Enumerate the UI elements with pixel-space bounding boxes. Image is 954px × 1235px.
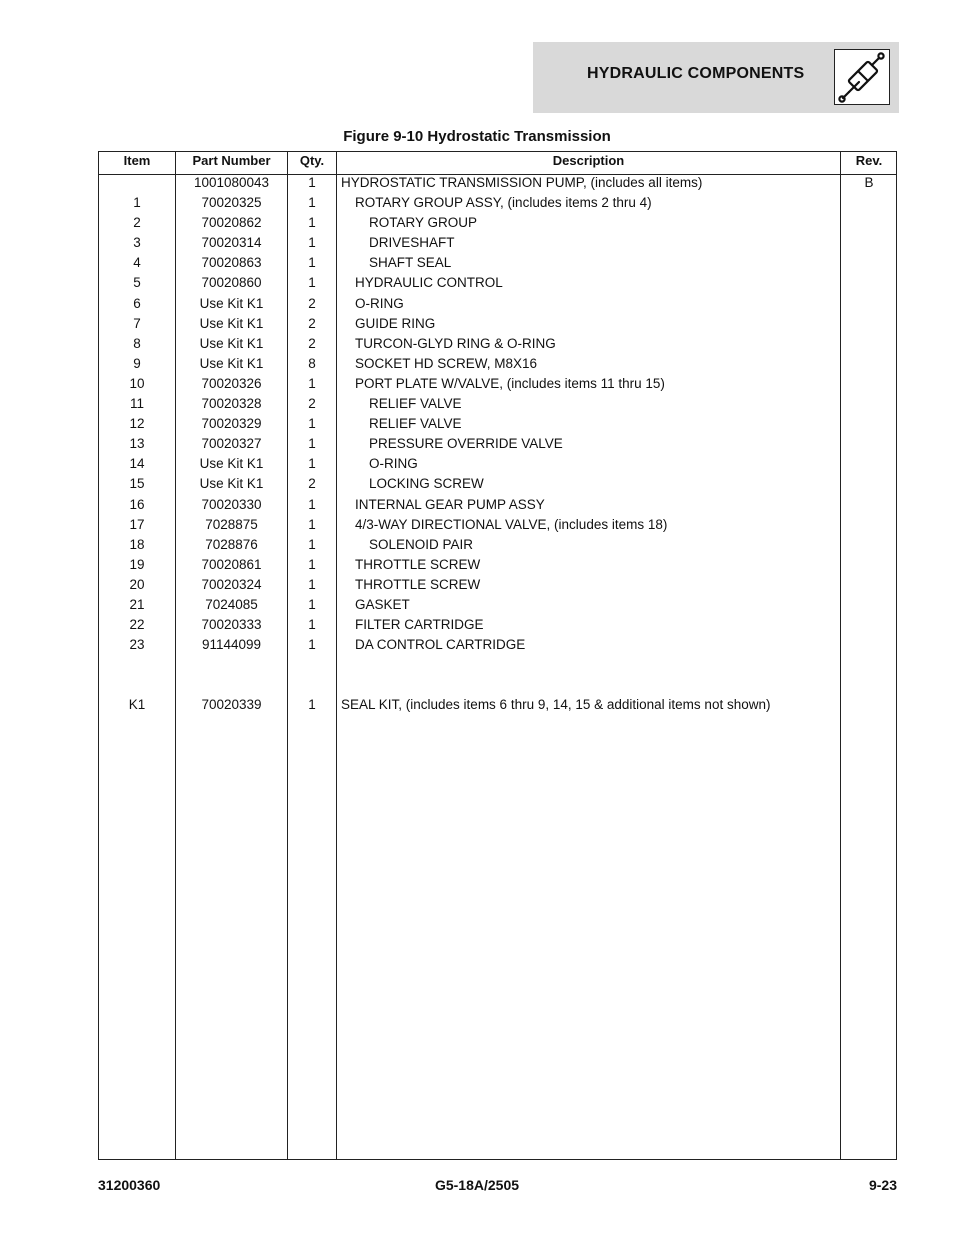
cell-part-number: 70020328 [201,396,262,412]
cell-description: RELIEF VALVE [369,396,462,412]
cell-item: 18 [129,536,145,552]
table-row [99,434,896,454]
table-row [99,615,896,635]
table-row [99,294,896,314]
table-row [99,454,896,474]
cell-item: 19 [129,556,145,572]
cell-part-number: Use Kit K1 [199,315,264,331]
cell-item: 15 [129,476,145,492]
cell-description: SEAL KIT, (includes items 6 thru 9, 14, 15 & additional items not shown) [341,697,771,713]
cell-part-number: Use Kit K1 [199,355,264,371]
cell-description: PORT PLATE W/VALVE, (includes items 11 thru 15) [355,375,665,391]
cell-item: 8 [133,335,141,351]
cell-part-number: 70020329 [201,416,262,432]
cell-description: THROTTLE SCREW [355,576,481,592]
hydraulic-cylinder-icon [834,49,890,105]
table-row [99,414,896,434]
cell-part-number: Use Kit K1 [199,335,264,351]
cell-part-number: 70020330 [201,496,262,512]
cell-qty: 1 [308,576,316,592]
cell-description: THROTTLE SCREW [355,556,481,572]
cell-part-number: Use Kit K1 [199,476,264,492]
cell-part-number: 70020339 [201,697,262,713]
cell-description: LOCKING SCREW [369,476,484,492]
table-row [99,213,896,233]
cell-description: DA CONTROL CARTRIDGE [355,637,526,653]
cell-item: 3 [133,235,141,251]
table-row [99,334,896,354]
cell-qty: 1 [308,496,316,512]
cell-description: RELIEF VALVE [369,416,462,432]
cell-qty: 1 [308,697,316,713]
cell-part-number: 70020327 [201,436,262,452]
table-row [99,495,896,515]
cell-qty: 1 [308,175,316,190]
footer-model: G5-18A/2505 [434,1177,520,1193]
cell-part-number: 70020862 [201,215,262,231]
cell-item: 21 [129,596,145,612]
cell-qty: 2 [308,335,316,351]
cell-part-number: 91144099 [201,637,262,653]
cell-description: SHAFT SEAL [369,255,452,271]
cell-part-number: 70020861 [201,556,262,572]
cell-description: ROTARY GROUP ASSY, (includes items 2 thru 4) [355,195,652,211]
cell-qty: 1 [308,235,316,251]
table-row [99,354,896,374]
cell-description: INTERNAL GEAR PUMP ASSY [355,496,545,512]
table-row [99,253,896,273]
table-row [99,515,896,535]
cell-item: K1 [128,697,146,713]
cell-item: 20 [129,576,145,592]
column-header-rev: Rev. [855,153,883,168]
cell-part-number: 7024085 [205,596,258,612]
column-header-description: Description [552,153,625,168]
cell-qty: 8 [308,355,316,371]
cell-item: 2 [133,215,141,231]
cell-item: 16 [129,496,145,512]
cell-part-number: 70020314 [201,235,262,251]
table-row [99,273,896,293]
cell-item: 4 [133,255,141,271]
table-row [99,474,896,494]
cell-description: ROTARY GROUP [369,215,478,231]
cell-qty: 1 [308,416,316,432]
cell-item: 22 [129,617,145,633]
cell-part-number: 70020863 [201,255,262,271]
cell-description: TURCON-GLYD RING & O-RING [355,335,556,351]
cell-item: 1 [133,195,141,211]
table-row [99,374,896,394]
parts-table [98,151,897,1160]
cell-description: DRIVESHAFT [369,235,455,251]
cell-item: 9 [133,355,141,371]
cell-item: 10 [129,375,145,391]
cell-qty: 1 [308,456,316,472]
column-header-part-number: Part Number [192,153,271,168]
cell-part-number: 7028876 [205,536,258,552]
cell-qty: 1 [308,436,316,452]
cell-part-number: 70020324 [201,576,262,592]
table-row [99,555,896,575]
cell-part-number: 70020325 [201,195,262,211]
cell-description: GASKET [355,596,410,612]
cell-part-number: Use Kit K1 [199,295,264,311]
cell-item: 13 [129,436,145,452]
table-row [99,635,896,655]
cell-description: GUIDE RING [355,315,436,331]
cell-item: 14 [129,456,145,472]
cell-description: O-RING [355,295,404,311]
cell-description: O-RING [369,456,418,472]
cell-rev: B [864,175,874,190]
table-row [99,595,896,615]
cell-part-number: 70020333 [201,617,262,633]
cell-description: 4/3-WAY DIRECTIONAL VALVE, (includes items 18) [355,516,668,532]
cell-part-number: 1001080043 [193,175,270,190]
table-row [99,193,896,213]
cell-part-number: 70020326 [201,375,262,391]
cell-item: 6 [133,295,141,311]
table-row [99,394,896,414]
footer-page-number: 9-23 [868,1177,897,1193]
cell-qty: 2 [308,295,316,311]
cell-qty: 2 [308,476,316,492]
cell-part-number: Use Kit K1 [199,456,264,472]
cell-qty: 1 [308,637,316,653]
figure-title: Figure 9-10 Hydrostatic Transmission [343,128,611,145]
cell-item: 23 [129,637,145,653]
cell-description: HYDROSTATIC TRANSMISSION PUMP, (includes all items) [341,175,703,190]
cell-part-number: 70020860 [201,275,262,291]
cell-qty: 1 [308,215,316,231]
column-header-item: Item [123,153,151,168]
cell-qty: 1 [308,536,316,552]
table-row [99,173,896,193]
cell-item: 5 [133,275,141,291]
cell-part-number: 7028875 [205,516,258,532]
table-body [99,173,896,716]
cell-description: FILTER CARTRIDGE [355,617,484,633]
cell-qty: 1 [308,255,316,271]
cell-qty: 1 [308,556,316,572]
cell-qty: 2 [308,315,316,331]
table-row [99,695,896,715]
cell-qty: 1 [308,275,316,291]
cell-qty: 1 [308,195,316,211]
cell-qty: 1 [308,516,316,532]
table-row [99,655,896,675]
cell-item: 17 [129,516,145,532]
cell-qty: 2 [308,396,316,412]
cell-description: SOCKET HD SCREW, M8X16 [355,355,538,371]
table-row [99,575,896,595]
cell-item: 11 [129,396,144,412]
cell-qty: 1 [308,375,316,391]
cell-qty: 1 [308,617,316,633]
table-row [99,314,896,334]
section-title: HYDRAULIC COMPONENTS [587,65,805,82]
footer-document-number: 31200360 [98,1177,161,1193]
table-row [99,535,896,555]
column-header-qty: Qty. [299,153,325,168]
cell-item: 7 [133,315,141,331]
cell-description: HYDRAULIC CONTROL [355,275,503,291]
cell-qty: 1 [308,596,316,612]
table-row [99,675,896,695]
cell-item: 12 [129,416,145,432]
cell-description: PRESSURE OVERRIDE VALVE [369,436,563,452]
table-row [99,233,896,253]
cell-description: SOLENOID PAIR [369,536,474,552]
